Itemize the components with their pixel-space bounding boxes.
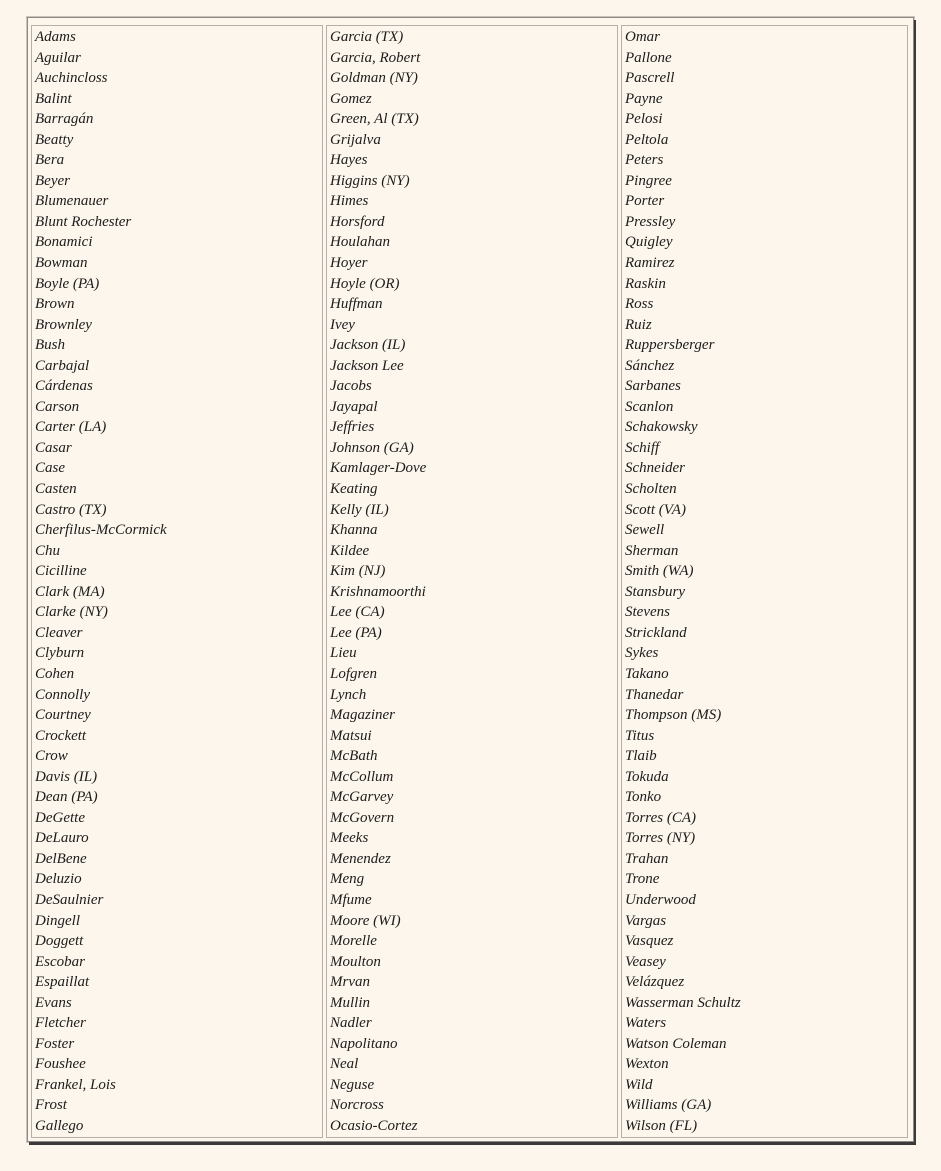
member-name: McGovern — [330, 809, 395, 826]
member-name: Castro (TX) — [35, 501, 107, 518]
member-name: Mullin — [330, 994, 370, 1011]
member-name: Huffman — [330, 296, 383, 313]
member-name: Brownley — [35, 316, 92, 333]
member-name: Torres (CA) — [625, 809, 696, 826]
member-name: Carter (LA) — [35, 419, 107, 436]
member-name: Sykes — [625, 645, 659, 662]
member-name: Wilson (FL) — [625, 1117, 698, 1134]
member-name: Gallego — [35, 1117, 84, 1134]
member-name: Cherfilus-McCormick — [35, 522, 167, 539]
member-name: Carson — [35, 398, 80, 415]
member-name: Pallone — [625, 49, 672, 66]
roster-table — [27, 17, 914, 1142]
member-name: Horsford — [330, 213, 385, 230]
member-name: Brown — [35, 296, 75, 313]
member-name: Crockett — [35, 727, 87, 744]
member-name: Case — [35, 460, 65, 477]
member-name: Torres (NY) — [625, 830, 696, 847]
member-name: Sarbanes — [625, 378, 681, 395]
member-name: Vargas — [625, 912, 667, 929]
member-name: Bowman — [35, 255, 88, 272]
member-name: Schakowsky — [625, 419, 698, 436]
member-name: Fletcher — [35, 1015, 86, 1032]
member-name: Pascrell — [625, 70, 675, 87]
member-name: Adams — [35, 29, 76, 45]
member-name: Velázquez — [625, 974, 685, 991]
member-name: Frost — [35, 1097, 67, 1114]
member-name: Wasserman Schultz — [625, 994, 741, 1011]
member-name: Tonko — [625, 789, 662, 806]
member-name: DelBene — [35, 850, 87, 867]
member-name: Smith (WA) — [625, 563, 694, 580]
member-name: Pingree — [625, 172, 672, 189]
member-name: Bera — [35, 152, 65, 169]
member-name: Bush — [35, 337, 65, 354]
member-name: Matsui — [330, 727, 372, 744]
member-name: Quigley — [625, 234, 673, 251]
member-name: Khanna — [330, 522, 378, 539]
member-name: Vasquez — [625, 933, 674, 950]
member-name: Keating — [330, 481, 378, 498]
member-name: Trahan — [625, 850, 669, 867]
member-name: Menendez — [330, 850, 391, 867]
member-name: Sherman — [625, 542, 679, 559]
member-name: Balint — [35, 90, 72, 107]
member-name: Cohen — [35, 665, 75, 682]
member-name: Titus — [625, 727, 655, 744]
member-name: Underwood — [625, 891, 696, 908]
member-name: Stevens — [625, 604, 670, 621]
member-name: Dingell — [35, 912, 80, 929]
member-name: Aguilar — [35, 49, 81, 66]
member-name: Gomez — [330, 90, 372, 107]
member-name: Meng — [330, 871, 365, 888]
member-name: Ruiz — [625, 316, 652, 333]
member-name: Lynch — [330, 686, 367, 703]
member-name: Bonamici — [35, 234, 93, 251]
member-name: Waters — [625, 1015, 667, 1032]
member-name: Pelosi — [625, 111, 663, 128]
member-name: Porter — [625, 193, 665, 210]
member-name: Strickland — [625, 624, 687, 641]
member-name: Kelly (IL) — [330, 501, 389, 518]
member-name: Tokuda — [625, 768, 669, 785]
member-name: Lieu — [330, 645, 357, 662]
member-name: Deluzio — [35, 871, 82, 888]
member-name: DeSaulnier — [35, 891, 104, 908]
member-name: Magaziner — [330, 707, 395, 724]
member-name: Scott (VA) — [625, 501, 686, 518]
member-name: Wexton — [625, 1056, 669, 1073]
member-name: Ivey — [330, 316, 355, 333]
member-name: Himes — [330, 193, 369, 210]
member-name: Jeffries — [330, 419, 375, 436]
member-name: McGarvey — [330, 789, 394, 806]
member-name: Takano — [625, 665, 669, 682]
member-name: Clarke (NY) — [35, 604, 108, 621]
member-name: Tlaib — [625, 748, 657, 765]
member-name: Beatty — [35, 131, 74, 148]
member-name: Ross — [625, 296, 654, 313]
member-name: Trone — [625, 871, 660, 888]
member-name: Blunt Rochester — [35, 213, 132, 230]
member-name: Moulton — [330, 953, 381, 970]
member-name: Payne — [625, 90, 663, 107]
member-name: Meeks — [330, 830, 369, 847]
member-name: Hayes — [330, 152, 368, 169]
member-name: Garcia (TX) — [330, 29, 404, 45]
member-name: Thompson (MS) — [625, 707, 722, 724]
member-name: Clark (MA) — [35, 583, 105, 600]
member-name: Evans — [35, 994, 72, 1011]
member-name: Casten — [35, 481, 77, 498]
member-name: Cicilline — [35, 563, 87, 580]
name-list-2 — [327, 26, 617, 1137]
member-name: Pressley — [625, 213, 676, 230]
member-name: Sewell — [625, 522, 665, 539]
member-name: Nadler — [330, 1015, 372, 1032]
member-name: Norcross — [330, 1097, 384, 1114]
member-name: Watson Coleman — [625, 1035, 727, 1052]
member-name: Scholten — [625, 481, 677, 498]
member-name: Jackson (IL) — [330, 337, 406, 354]
member-name: DeGette — [35, 809, 85, 826]
member-name: Chu — [35, 542, 61, 559]
member-name: DeLauro — [35, 830, 89, 847]
member-name: Foster — [35, 1035, 75, 1052]
member-name: Williams (GA) — [625, 1097, 712, 1114]
member-name: Jayapal — [330, 398, 378, 415]
member-name: Wild — [625, 1076, 653, 1093]
member-name: Jackson Lee — [330, 357, 404, 374]
member-name: Peters — [625, 152, 664, 169]
member-name: Hoyer — [330, 255, 368, 272]
member-name: Grijalva — [330, 131, 381, 148]
member-name: Carbajal — [35, 357, 90, 374]
member-name: Lofgren — [330, 665, 377, 682]
member-name: Schiff — [625, 439, 660, 456]
member-name: Lee (PA) — [330, 624, 382, 641]
roster-column-1 — [31, 25, 323, 1138]
member-name: Espaillat — [35, 974, 90, 991]
member-name: Sánchez — [625, 357, 675, 374]
member-name: Raskin — [625, 275, 666, 292]
member-name: Barragán — [35, 111, 94, 128]
member-name: Neguse — [330, 1076, 375, 1093]
member-name: Jacobs — [330, 378, 372, 395]
member-name: Veasey — [625, 953, 666, 970]
member-name: Mrvan — [330, 974, 370, 991]
member-name: Cleaver — [35, 624, 83, 641]
member-name: McCollum — [330, 768, 394, 785]
member-name: Clyburn — [35, 645, 85, 662]
roster-column-2 — [326, 25, 618, 1138]
member-name: Moore (WI) — [330, 912, 401, 929]
member-name: Higgins (NY) — [330, 172, 410, 189]
member-name: Escobar — [35, 953, 85, 970]
member-name: Kamlager-Dove — [330, 460, 427, 477]
member-name: Blumenauer — [35, 193, 109, 210]
member-name: Cárdenas — [35, 378, 93, 395]
member-name: Doggett — [35, 933, 84, 950]
member-name: Frankel, Lois — [35, 1076, 116, 1093]
member-name: Casar — [35, 439, 72, 456]
member-name: Ramirez — [625, 255, 675, 272]
member-name: Morelle — [330, 933, 377, 950]
member-name: Beyer — [35, 172, 70, 189]
member-name: Omar — [625, 29, 661, 45]
member-name: McBath — [330, 748, 378, 765]
name-list-1 — [32, 26, 322, 1137]
member-name: Stansbury — [625, 583, 685, 600]
member-name: Auchincloss — [35, 70, 108, 87]
member-name: Ruppersberger — [625, 337, 715, 354]
member-name: Thanedar — [625, 686, 684, 703]
member-name: Lee (CA) — [330, 604, 385, 621]
member-name: Mfume — [330, 891, 372, 908]
member-name: Napolitano — [330, 1035, 398, 1052]
member-name: Schneider — [625, 460, 685, 477]
member-name: Neal — [330, 1056, 359, 1073]
member-name: Garcia, Robert — [330, 49, 421, 66]
member-name: Goldman (NY) — [330, 70, 418, 87]
member-name: Boyle (PA) — [35, 275, 100, 292]
member-name: Johnson (GA) — [330, 439, 414, 456]
name-list-3 — [622, 26, 907, 1137]
member-name: Peltola — [625, 131, 669, 148]
member-name: Scanlon — [625, 398, 674, 415]
member-name: Foushee — [35, 1056, 86, 1073]
member-name: Ocasio-Cortez — [330, 1117, 418, 1134]
member-name: Kim (NJ) — [330, 563, 386, 580]
member-name: Courtney — [35, 707, 91, 724]
member-name: Connolly — [35, 686, 90, 703]
member-name: Davis (IL) — [35, 768, 98, 785]
member-name: Houlahan — [330, 234, 390, 251]
member-name: Green, Al (TX) — [330, 111, 419, 128]
member-name: Krishnamoorthi — [330, 583, 426, 600]
member-name: Kildee — [330, 542, 370, 559]
member-name: Crow — [35, 748, 68, 765]
roster-column-3 — [621, 25, 908, 1138]
member-name: Dean (PA) — [35, 789, 98, 806]
member-name: Hoyle (OR) — [330, 275, 400, 292]
